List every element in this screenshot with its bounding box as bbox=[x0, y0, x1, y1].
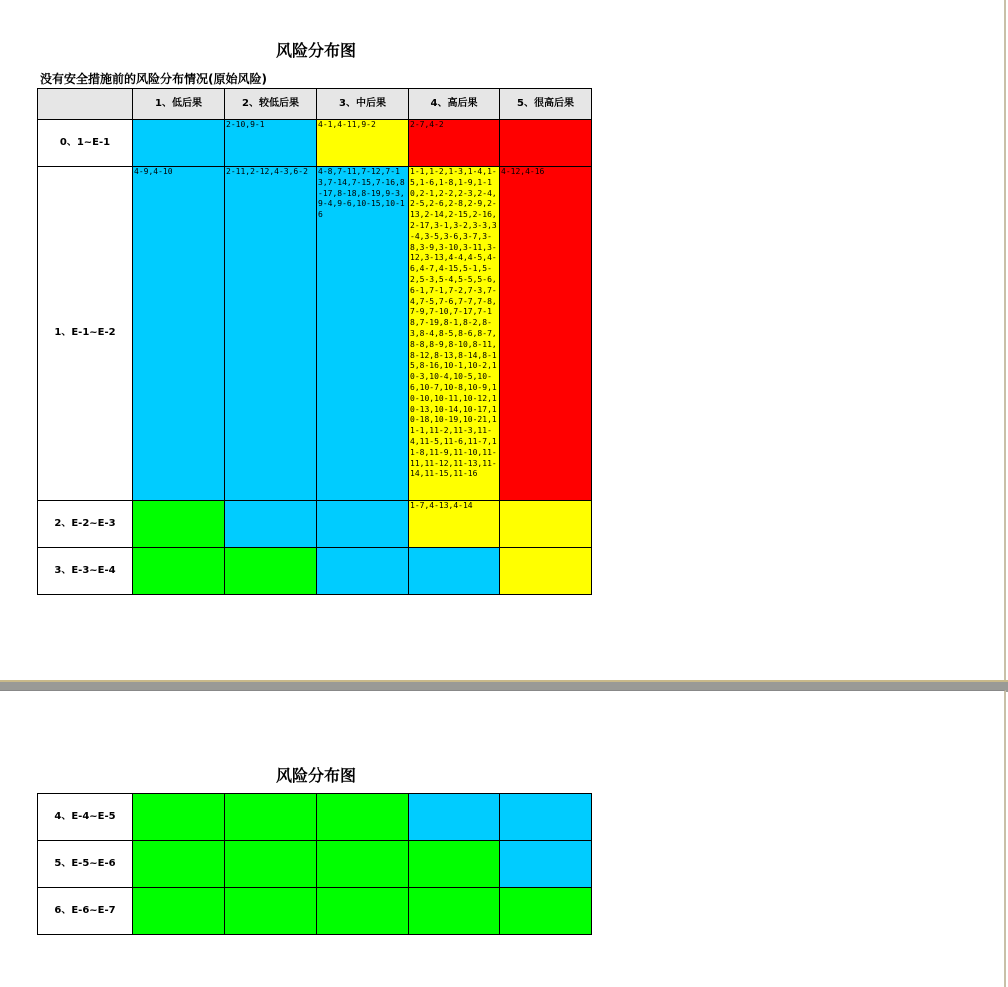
row-header: 6、E-6~E-7 bbox=[38, 888, 133, 935]
risk-cell bbox=[317, 120, 409, 167]
risk-cell bbox=[225, 167, 317, 501]
table-row bbox=[38, 120, 592, 167]
risk-matrix-table bbox=[37, 88, 592, 595]
risk-cell-items: 4-9,4-10 bbox=[134, 167, 173, 176]
risk-cell-items: 4-8,7-11,7-12,7-13,7-14,7-15,7-16,8-17,8-18,8-19,9-3,9-4,9-6,10-15,10-16 bbox=[318, 167, 405, 220]
risk-cell bbox=[317, 548, 409, 595]
table-row bbox=[38, 841, 592, 888]
column-header: 2、较低后果 bbox=[225, 89, 317, 120]
risk-cell bbox=[409, 841, 500, 888]
risk-cell bbox=[317, 794, 409, 841]
header-row bbox=[38, 89, 592, 120]
risk-cell bbox=[317, 841, 409, 888]
risk-cell-items: 1-1,1-2,1-3,1-4,1-5,1-6,1-8,1-9,1-10,2-1,2-2,2-3,2-4,2-5,2-6,2-8,2-9,2-13,2-14,2-15,2-16,2-17,3-1,3-2,3-3,3-4,3-5,3-6,3-7,3-8,3-9,3-10,3-11,3-12,3-13,4-4,4-5,4-6,4-7,4-15,5-1,5-2,5-3,5-4,5-5,5-6,6-1,7-1,7-2,7-3,7-4,7-5,7-6,7-7,7-8,7-9,7-10,7-17,7-18,7-19,8-1,8-2,8-3,8-4,8-5,8-6,8-7,8-8,8-9,8-10,8-11,8-12,8-13,8-14,8-15,8-16,10-1,10-2,10-3,10-4,10-5,10-6,10-7,10-8,10-9,10-10,10-11,10-12,10-13,10-14,10-17,10-18,10-19,10-21,11-1,11-2,11-3,11-4,11-5,11-6,11-7,11-8,11-9,11-10,11-11,11-12,11-13,11-14,11-15,11-16 bbox=[410, 167, 497, 479]
risk-cell bbox=[133, 841, 225, 888]
risk-cell bbox=[409, 794, 500, 841]
table-caption: 没有安全措施前的风险分布情况(原始风险) bbox=[40, 72, 267, 86]
risk-cell bbox=[409, 167, 500, 501]
risk-cell-items: 2-11,2-12,4-3,6-2 bbox=[226, 167, 308, 176]
risk-cell bbox=[225, 501, 317, 548]
risk-cell bbox=[409, 120, 500, 167]
column-header: 4、高后果 bbox=[409, 89, 500, 120]
risk-cell bbox=[409, 548, 500, 595]
row-header: 5、E-5~E-6 bbox=[38, 841, 133, 888]
risk-cell bbox=[409, 501, 500, 548]
risk-cell bbox=[133, 548, 225, 595]
risk-cell bbox=[500, 167, 592, 501]
table-row bbox=[38, 794, 592, 841]
table-row bbox=[38, 548, 592, 595]
risk-cell bbox=[500, 794, 592, 841]
risk-cell bbox=[500, 548, 592, 595]
risk-cell bbox=[500, 501, 592, 548]
risk-cell bbox=[225, 120, 317, 167]
risk-cell bbox=[500, 841, 592, 888]
risk-cell bbox=[225, 888, 317, 935]
column-header: 1、低后果 bbox=[133, 89, 225, 120]
risk-cell bbox=[409, 888, 500, 935]
risk-matrix-table-continued bbox=[37, 793, 592, 935]
column-header: 5、很高后果 bbox=[500, 89, 592, 120]
row-header: 4、E-4~E-5 bbox=[38, 794, 133, 841]
row-header: 0、1~E-1 bbox=[38, 120, 133, 167]
risk-cell bbox=[225, 841, 317, 888]
table-row bbox=[38, 888, 592, 935]
corner-header bbox=[38, 89, 133, 120]
risk-cell-items: 2-10,9-1 bbox=[226, 120, 265, 129]
document-page-2 bbox=[0, 690, 1006, 987]
risk-cell bbox=[317, 501, 409, 548]
risk-cell bbox=[225, 794, 317, 841]
risk-cell bbox=[317, 888, 409, 935]
risk-cell bbox=[133, 167, 225, 501]
risk-cell bbox=[317, 167, 409, 501]
row-header: 2、E-2~E-3 bbox=[38, 501, 133, 548]
risk-cell-items: 4-12,4-16 bbox=[501, 167, 545, 176]
table-row bbox=[38, 501, 592, 548]
row-header: 1、E-1~E-2 bbox=[38, 167, 133, 501]
risk-cell bbox=[225, 548, 317, 595]
risk-cell-items: 2-7,4-2 bbox=[410, 120, 444, 129]
risk-cell bbox=[133, 501, 225, 548]
column-header: 3、中后果 bbox=[317, 89, 409, 120]
row-header: 3、E-3~E-4 bbox=[38, 548, 133, 595]
risk-cell bbox=[133, 888, 225, 935]
risk-cell-items: 1-7,4-13,4-14 bbox=[410, 501, 473, 510]
risk-cell-items: 4-1,4-11,9-2 bbox=[318, 120, 376, 129]
page-title: 风险分布图 bbox=[275, 766, 356, 785]
risk-cell bbox=[133, 120, 225, 167]
page-title: 风险分布图 bbox=[275, 41, 356, 60]
risk-cell bbox=[500, 120, 592, 167]
risk-cell bbox=[500, 888, 592, 935]
risk-cell bbox=[133, 794, 225, 841]
table-row bbox=[38, 167, 592, 501]
